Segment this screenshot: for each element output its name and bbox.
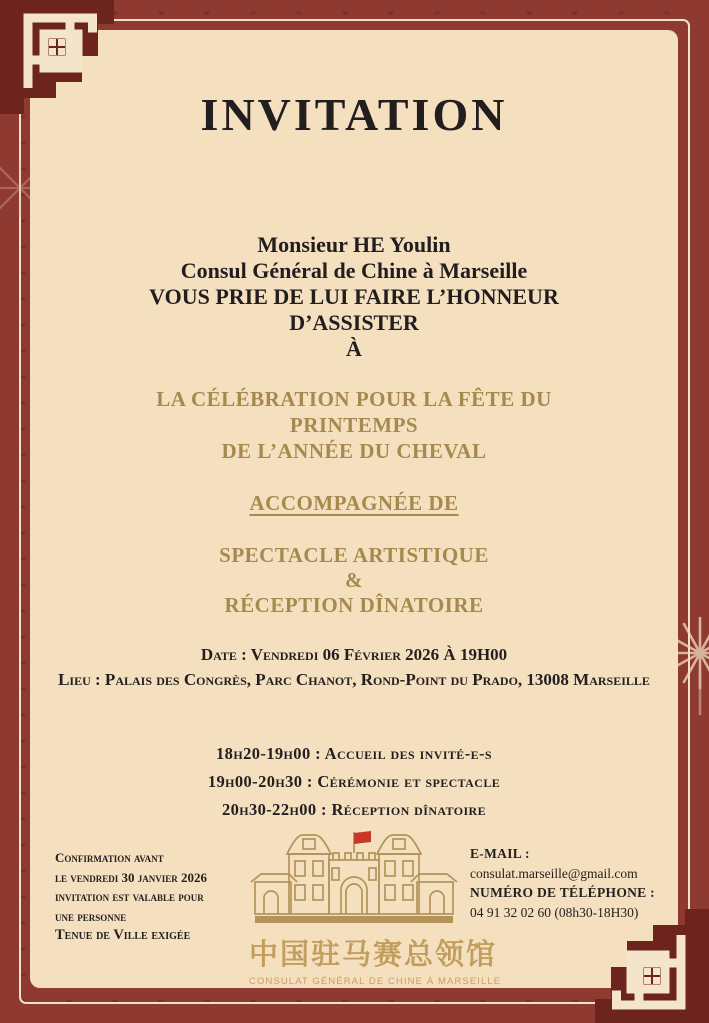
invite-line-2: D’ASSISTER xyxy=(289,310,419,335)
event-date: Date : Vendredi 06 Février 2026 À 19H00 xyxy=(200,645,508,664)
email-label: E-MAIL : xyxy=(470,846,530,861)
email-address: consulat.marseille@gmail.com xyxy=(470,865,638,881)
event-details xyxy=(30,642,678,692)
event-title-line-3: DE L’ANNÉE DU CHEVAL xyxy=(221,439,487,463)
host-block xyxy=(30,232,678,362)
host-role: Consul Général de Chine à Marseille xyxy=(180,258,528,283)
event-title-line-1: LA CÉLÉBRATION POUR LA FÊTE DU xyxy=(156,387,552,411)
dress-code: Tenue de Ville exigée xyxy=(55,927,191,943)
invitation-title: INVITATION xyxy=(200,89,508,140)
chinese-knot-corner-decoration-top-left xyxy=(0,0,118,118)
phone-label: NUMÉRO DE TÉLÉPHONE : xyxy=(470,885,655,900)
chinese-knot-corner-decoration-bottom-right xyxy=(591,905,709,1023)
event-title-line-2: PRINTEMPS xyxy=(289,413,419,437)
confirmation-line-1: Confirmation avant xyxy=(55,850,164,865)
china-flag-icon xyxy=(354,831,371,844)
invite-preposition: À xyxy=(346,336,362,361)
event-heading xyxy=(30,386,678,464)
host-name: Monsieur HE Youlin xyxy=(257,232,451,257)
consulate-building-illustration xyxy=(249,828,459,928)
schedule-item: 20h30-22h00 : Réception dînatoire xyxy=(221,800,487,819)
program-block xyxy=(30,543,678,618)
program-line-1: SPECTACLE ARTISTIQUE xyxy=(219,543,489,567)
consulate-subtitle: CONSULAT GÉNÉRAL DE CHINE À MARSEILLE xyxy=(249,976,502,987)
schedule-item: 18h20-19h00 : Accueil des invité-e-s xyxy=(216,744,492,763)
confirmation-line-3: invitation est valable pour xyxy=(55,889,204,904)
confirmation-line-2: le vendredi 30 janvier 2026 xyxy=(55,869,208,885)
invite-line-1: VOUS PRIE DE LUI FAIRE L’HONNEUR xyxy=(149,284,559,309)
event-schedule xyxy=(30,740,678,824)
accompanied-by-heading: ACCOMPAGNÉE DE xyxy=(249,491,459,515)
event-location: Lieu : Palais des Congrès, Parc Chanot, Rond-Point du Prado, 13008 Marseille xyxy=(58,670,650,689)
program-separator: & xyxy=(345,568,363,592)
consulate-chinese-name: 中国驻马赛总领馆 xyxy=(249,937,498,971)
program-line-2: RÉCEPTION DÎNATOIRE xyxy=(224,593,484,617)
invitation-panel xyxy=(30,30,678,988)
confirmation-block xyxy=(55,848,260,946)
confirmation-line-4: une personne xyxy=(55,908,127,924)
schedule-item: 19h00-20h30 : Cérémonie et spectacle xyxy=(207,772,501,791)
phone-number: 04 91 32 02 60 (08h30-18H30) xyxy=(470,904,639,920)
